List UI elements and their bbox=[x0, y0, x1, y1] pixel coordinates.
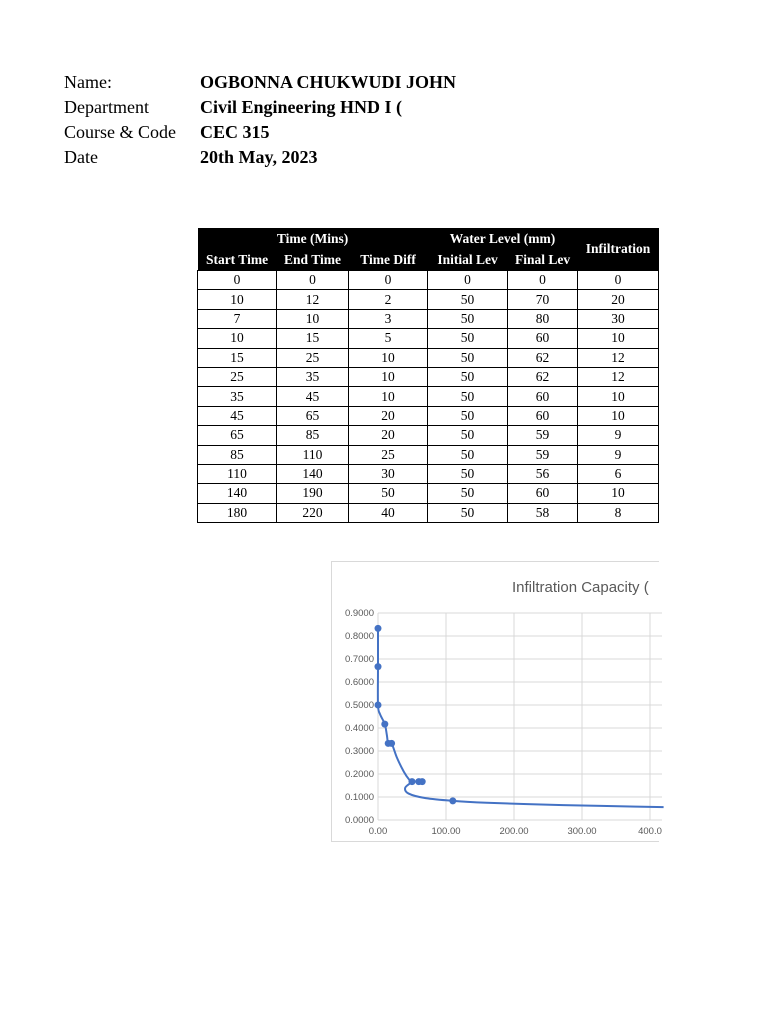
table-cell: 25 bbox=[277, 348, 349, 367]
header-end-time: End Time bbox=[277, 250, 349, 271]
table-row bbox=[198, 290, 659, 309]
table-cell: 12 bbox=[277, 290, 349, 309]
y-tick-label: 0.1000 bbox=[344, 792, 374, 803]
table-row bbox=[198, 445, 659, 464]
table-body bbox=[198, 271, 659, 523]
header-infiltration: Infiltration bbox=[578, 228, 659, 271]
table-cell: 60 bbox=[508, 387, 578, 406]
x-tick-label: 200.00 bbox=[499, 826, 529, 837]
table-cell: 50 bbox=[428, 387, 508, 406]
header-time-diff: Time Diff bbox=[349, 250, 428, 271]
x-tick-label: 0.00 bbox=[368, 826, 388, 837]
table-cell: 9 bbox=[578, 445, 659, 464]
x-tick-label: 100.00 bbox=[431, 826, 461, 837]
table-cell: 50 bbox=[428, 464, 508, 483]
table-cell: 10 bbox=[578, 484, 659, 503]
table-cell: 10 bbox=[198, 290, 277, 309]
table-cell: 6 bbox=[578, 464, 659, 483]
table-cell: 10 bbox=[349, 348, 428, 367]
table-cell: 60 bbox=[508, 329, 578, 348]
table-cell: 15 bbox=[198, 348, 277, 367]
infiltration-chart bbox=[331, 561, 662, 842]
table-cell: 20 bbox=[578, 290, 659, 309]
table-cell: 0 bbox=[508, 271, 578, 290]
data-point bbox=[375, 702, 382, 709]
table-cell: 10 bbox=[578, 406, 659, 425]
name-value: OGBONNA CHUKWUDI JOHN bbox=[200, 72, 457, 92]
table-row bbox=[198, 426, 659, 445]
table-cell: 10 bbox=[349, 367, 428, 386]
table-cell: 2 bbox=[349, 290, 428, 309]
date-value: 20th May, 2023 bbox=[200, 147, 318, 167]
table-cell: 5 bbox=[349, 329, 428, 348]
y-tick-label: 0.6000 bbox=[344, 677, 374, 688]
data-point bbox=[449, 797, 456, 804]
table-cell: 59 bbox=[508, 445, 578, 464]
y-tick-label: 0.2000 bbox=[344, 769, 374, 780]
table-cell: 0 bbox=[428, 271, 508, 290]
table-cell: 30 bbox=[578, 309, 659, 328]
name-label: Name: bbox=[64, 72, 112, 92]
group-header-time: Time (Mins) bbox=[198, 228, 428, 250]
table-cell: 180 bbox=[198, 503, 277, 522]
table-cell: 50 bbox=[349, 484, 428, 503]
table-cell: 45 bbox=[277, 387, 349, 406]
y-tick-label: 0.7000 bbox=[344, 654, 374, 665]
table-cell: 8 bbox=[578, 503, 659, 522]
header-final-lev: Final Lev bbox=[508, 250, 578, 271]
table-cell: 50 bbox=[428, 290, 508, 309]
chart-svg bbox=[332, 562, 662, 841]
data-point bbox=[381, 721, 388, 728]
table-cell: 50 bbox=[428, 309, 508, 328]
table-row bbox=[198, 406, 659, 425]
table-cell: 110 bbox=[198, 464, 277, 483]
table-cell: 0 bbox=[578, 271, 659, 290]
chart-title: Infiltration Capacity ( bbox=[512, 579, 649, 596]
table-cell: 62 bbox=[508, 367, 578, 386]
table-cell: 50 bbox=[428, 503, 508, 522]
table-cell: 50 bbox=[428, 367, 508, 386]
date-label: Date bbox=[64, 147, 98, 167]
y-tick-label: 0.5000 bbox=[344, 700, 374, 711]
table-cell: 12 bbox=[578, 367, 659, 386]
table-cell: 10 bbox=[198, 329, 277, 348]
table-cell: 25 bbox=[349, 445, 428, 464]
infiltration-table bbox=[197, 228, 659, 523]
table-cell: 35 bbox=[198, 387, 277, 406]
table-cell: 10 bbox=[578, 387, 659, 406]
table-row bbox=[198, 367, 659, 386]
table-cell: 65 bbox=[277, 406, 349, 425]
y-tick-label: 0.0000 bbox=[344, 815, 374, 826]
table-cell: 190 bbox=[277, 484, 349, 503]
table-cell: 10 bbox=[578, 329, 659, 348]
table-cell: 10 bbox=[277, 309, 349, 328]
table-cell: 3 bbox=[349, 309, 428, 328]
table-cell: 220 bbox=[277, 503, 349, 522]
data-point bbox=[375, 663, 382, 670]
group-header-water-level: Water Level (mm) bbox=[428, 228, 578, 250]
table-cell: 35 bbox=[277, 367, 349, 386]
table-cell: 65 bbox=[198, 426, 277, 445]
table-cell: 12 bbox=[578, 348, 659, 367]
table-cell: 30 bbox=[349, 464, 428, 483]
table-cell: 0 bbox=[277, 271, 349, 290]
table-cell: 20 bbox=[349, 406, 428, 425]
table-cell: 58 bbox=[508, 503, 578, 522]
table-cell: 25 bbox=[198, 367, 277, 386]
table-cell: 7 bbox=[198, 309, 277, 328]
table-cell: 45 bbox=[198, 406, 277, 425]
table-cell: 40 bbox=[349, 503, 428, 522]
table-cell: 59 bbox=[508, 426, 578, 445]
course-label: Course & Code bbox=[64, 122, 176, 142]
table-row bbox=[198, 348, 659, 367]
y-tick-label: 0.4000 bbox=[344, 723, 374, 734]
data-point bbox=[388, 740, 395, 747]
date-row bbox=[64, 145, 456, 170]
table-cell: 50 bbox=[428, 484, 508, 503]
table-cell: 62 bbox=[508, 348, 578, 367]
y-tick-label: 0.8000 bbox=[344, 631, 374, 642]
x-tick-label: 300.00 bbox=[567, 826, 597, 837]
table-cell: 50 bbox=[428, 348, 508, 367]
name-row bbox=[64, 70, 456, 95]
table-row bbox=[198, 503, 659, 522]
table-cell: 15 bbox=[277, 329, 349, 348]
department-value: Civil Engineering HND I ( bbox=[200, 97, 403, 117]
table-cell: 9 bbox=[578, 426, 659, 445]
course-row bbox=[64, 120, 456, 145]
y-tick-label: 0.3000 bbox=[344, 746, 374, 757]
table-cell: 70 bbox=[508, 290, 578, 309]
table-cell: 0 bbox=[198, 271, 277, 290]
table-cell: 60 bbox=[508, 484, 578, 503]
header-start-time: Start Time bbox=[198, 250, 277, 271]
table-row bbox=[198, 387, 659, 406]
table-cell: 85 bbox=[277, 426, 349, 445]
table-cell: 0 bbox=[349, 271, 428, 290]
x-tick-label: 400.0 bbox=[638, 826, 662, 837]
table-row bbox=[198, 329, 659, 348]
data-point bbox=[419, 778, 426, 785]
table-cell: 56 bbox=[508, 464, 578, 483]
table-cell: 50 bbox=[428, 426, 508, 445]
data-point bbox=[409, 778, 416, 785]
table-cell: 50 bbox=[428, 406, 508, 425]
department-row bbox=[64, 95, 456, 120]
table-cell: 20 bbox=[349, 426, 428, 445]
table-row bbox=[198, 309, 659, 328]
data-point bbox=[375, 625, 382, 632]
table-cell: 50 bbox=[428, 329, 508, 348]
table-cell: 50 bbox=[428, 445, 508, 464]
table-cell: 110 bbox=[277, 445, 349, 464]
table-cell: 140 bbox=[277, 464, 349, 483]
header-initial-lev: Initial Lev bbox=[428, 250, 508, 271]
table-cell: 80 bbox=[508, 309, 578, 328]
table-cell: 10 bbox=[349, 387, 428, 406]
y-tick-label: 0.9000 bbox=[344, 608, 374, 619]
table-cell: 85 bbox=[198, 445, 277, 464]
department-label: Department bbox=[64, 97, 149, 117]
table-row bbox=[198, 484, 659, 503]
table-cell: 60 bbox=[508, 406, 578, 425]
course-value: CEC 315 bbox=[200, 122, 270, 142]
table-row bbox=[198, 464, 659, 483]
student-info bbox=[64, 70, 456, 170]
table-row bbox=[198, 271, 659, 290]
table-cell: 140 bbox=[198, 484, 277, 503]
